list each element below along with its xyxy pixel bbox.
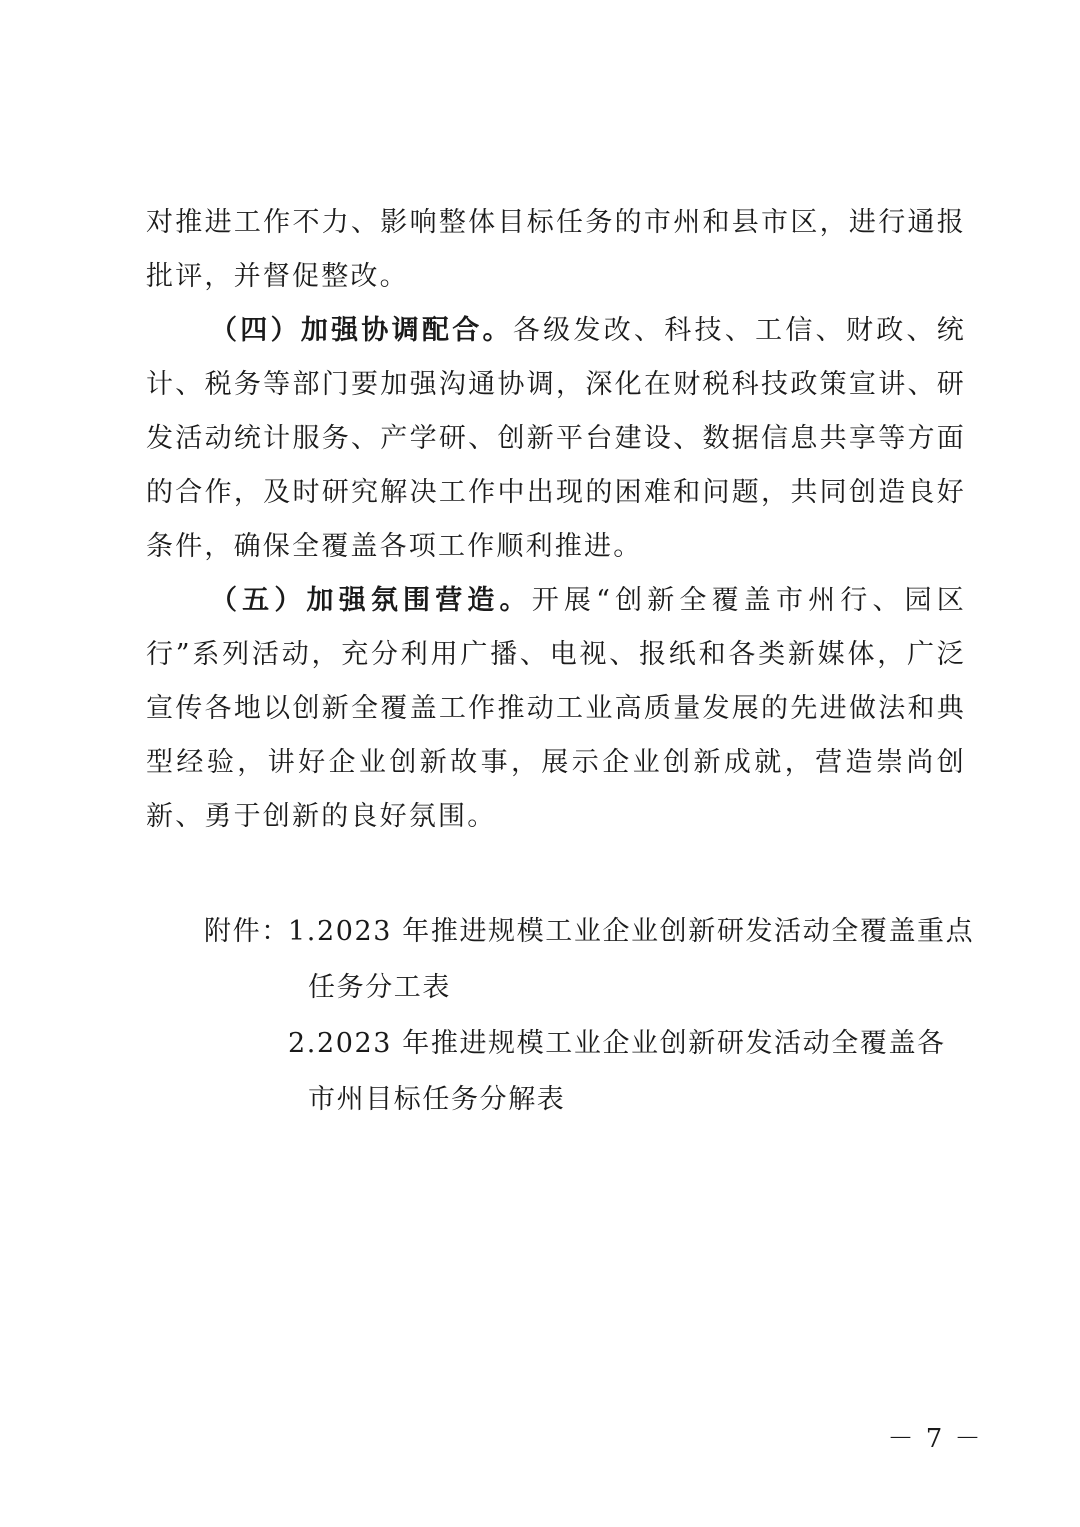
attachment-title-line: 任务分工表: [308, 972, 451, 1003]
attachment-item-2: [288, 1016, 974, 1128]
attachments-section: [204, 904, 975, 1128]
page-number: － 7 －: [887, 1424, 983, 1454]
body-text: [146, 196, 966, 844]
attachment-title-line: 市州目标任务分解表: [308, 1084, 566, 1115]
paragraph-atmosphere: [146, 574, 966, 844]
section-heading-coordination: （四）加强协调配合。: [210, 315, 513, 346]
paragraph-text: 各级发改、科技、工信、财政、统计、税务等部门要加强沟通协调，深化在财税科技政策宣讲、研发活动统计服务、产学研、创新平台建设、数据信息共享等方面的合作，及时研究解决工作中出现的困难和问题，共同创造良好条件，确保全覆盖各项工作顺利推进。: [146, 315, 967, 562]
attachments-list: [288, 904, 974, 1128]
paragraph-notification: [146, 196, 966, 304]
attachment-title-line: 2.2023 年推进规模工业企业创新研发活动全覆盖各: [288, 1028, 946, 1059]
attachments-label: 附件：: [204, 916, 290, 947]
paragraph-text: 对推进工作不力、影响整体目标任务的市州和县市区，进行通报批评，并督促整改。: [146, 207, 966, 292]
section-heading-atmosphere: （五）加强氛围营造。: [210, 585, 532, 616]
paragraph-text: 开展“创新全覆盖市州行、园区行”系列活动，充分利用广播、电视、报纸和各类新媒体，广泛宣传各地以创新全覆盖工作推动工业高质量发展的先进做法和典型经验，讲好企业创新故事，展示企业创新成就，营造崇尚创新、勇于创新的良好氛围。: [146, 585, 967, 832]
paragraph-coordination: [146, 304, 966, 574]
attachment-title-line: 1.2023 年推进规模工业企业创新研发活动全覆盖重点: [288, 916, 975, 947]
attachment-item-1: [288, 904, 974, 1016]
